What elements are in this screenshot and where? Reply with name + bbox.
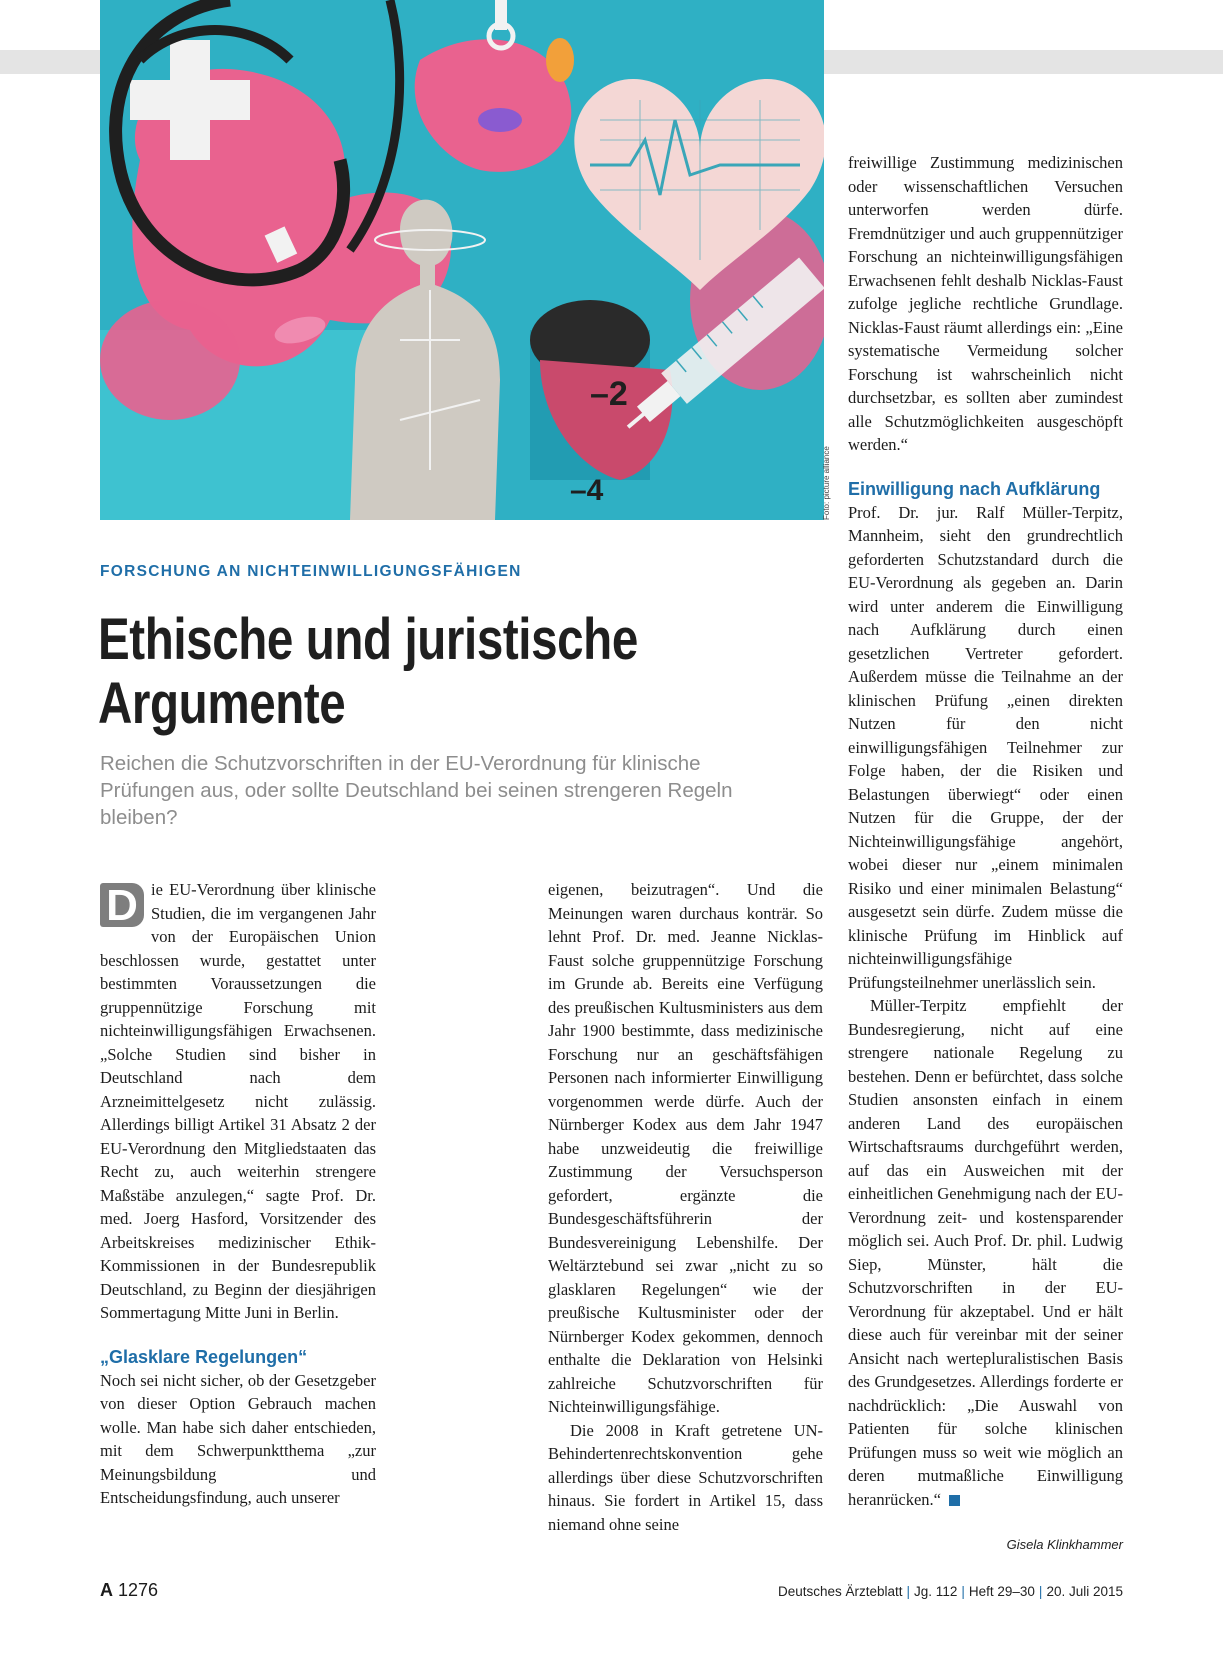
- headline-line-2: Argumente: [98, 671, 346, 736]
- text-column-3: [848, 151, 1123, 1511]
- paragraph: Noch sei nicht sicher, ob der Gesetzgeber von dieser Option Gebrauch machen wolle. Man habe sich daher entschieden, mit dem Schwerpunktthema „zur Meinungsbildung und Entscheidungsfindung, auch unserer: [100, 1370, 376, 1507]
- paragraph: Prof. Dr. jur. Ralf Müller-Terpitz, Mannheim, sieht den grundrechtlich geforderten Schutzstandard durch die EU-Verordnung als gegeben an. Darin wird unter anderem die Einwilligung nach Aufklärung durch einen gesetzlichen Vertreter gefordert. Außerdem müsse die Teilnahme an der klinischen Prüfung „einen direkten Nutzen für den nicht einwilligungsfähigen Teilnehmer zur Folge haben, der die Risiken und Belastungen überwiegt“ oder einen Nutzen für die Gruppe, der der Nichteinwilligungsfähige angehört, wobei dieser nur „einem minimalen Risiko und einer minimalen Belastung“ ausgesetzt sein dürfe. Zudem müsse die klinische Prüfung im Hinblick auf nichteinwilligungsfähige Prüfungsteilnehmer unerlässlich sein.: [848, 502, 1123, 992]
- text-column-1: [100, 878, 376, 1510]
- author-name: Gisela Klinkhammer: [1006, 1537, 1123, 1552]
- paragraph-text: Müller-Terpitz empfiehlt der Bundesregierung, nicht auf eine strengere nationale Regelung zu bestehen. Denn er befürchtet, dass solche Studien ansonsten einfach in einem anderen Land des europäischen Wirtschaftsraums durchgeführt werden, auf das ein Ausweichen mit der einheitlichen Genehmigung nach der EU-Verordnung zeit- und kostensparender möglich sei. Auch Prof. Dr. phil. Ludwig Siep, Münster, hält die Schutzvorschriften in der EU-Verordnung für akzeptabel. Und er hält diese auch für vereinbar mit der seiner Ansicht nach wertepluralistischen Basis des Grundgesetzes. Allerdings forderte er nachdrücklich: „Die Auswahl von Patienten für solche klinischen Prüfungen muss so weit wie möglich an deren mutmaßliche Einwilligung heranrücken.“: [848, 996, 1123, 1509]
- paragraph: Die 2008 in Kraft getretene UN-Behindertenrechtskonvention gehe allerdings über diese Schutzvorschriften hinaus. Sie fordert in Artikel 15, dass niemand ohne seine: [548, 1420, 823, 1534]
- photo-credit: Foto: picture alliance: [822, 446, 831, 520]
- subheading-einwilligung-nach-aufklaerung: Einwilligung nach Aufklärung: [848, 478, 1101, 499]
- svg-text:–2: –2: [590, 375, 628, 413]
- medical-collage-image: [100, 0, 824, 520]
- separator: |: [1038, 1584, 1043, 1599]
- paragraph-text: ie EU-Verordnung über klinische Studien, die im vergangenen Jahr von der Europäischen Union beschlossen wurde, gestattet unter bestimmten Voraussetzungen die gruppennützige Forschung mit nichteinwilligungsfähigen Erwachsenen. „Solche Studien sind bisher in Deutschland nach dem Arzneimittelgesetz nicht zulässig. Allerdings billigt Artikel 31 Absatz 2 der EU-Verordnung den Mitgliedstaaten das Recht zu, auch weiterhin strengere Maßstäbe anzulegen,“ sagte Prof. Dr. med. Joerg Hasford, Vorsitzender des Arbeitskreises medizinischer Ethik-Kommissionen in der Bundesrepublik Deutschland, zu Beginn der diesjährigen Sommertagung Mitte Juni in Berlin.: [100, 880, 376, 1322]
- paragraph: [100, 878, 376, 1325]
- separator: |: [961, 1584, 965, 1599]
- end-mark-icon: [949, 1495, 960, 1506]
- page-number: [100, 1580, 158, 1601]
- article-lede: Reichen die Schutzvorschriften in der EU-Verordnung für klinische Prüfungen aus, oder sollte Deutschland bei seinen strengeren Regeln bleiben?: [100, 752, 733, 829]
- publication-info: [778, 1584, 1123, 1599]
- issue-date: 20. Juli 2015: [1046, 1584, 1123, 1599]
- issue: Heft 29–30: [968, 1584, 1035, 1599]
- paragraph: freiwillige Zustimmung medizinischen oder wissenschaftlichen Versuchen unterworfen werden dürfe. Fremdnütziger und auch gruppennütziger Forschung an nichteinwilligungsfähigen Erwachsenen fehlt deshalb Nicklas-Faust zufolge jegliche rechtliche Grundlage. Nicklas-Faust räumt allerdings ein: „Eine systematische Vermeidung solcher Forschung ist wahrscheinlich nicht durchsetzbar, es sollten aber zumindest alle Schutzmöglichkeiten ausgeschöpft werden.“: [848, 153, 1123, 454]
- article-rubric: FORSCHUNG AN NICHTEINWILLIGUNGSFÄHIGEN: [100, 563, 522, 580]
- separator: |: [906, 1584, 911, 1599]
- subheading-glasklare-regelungen: „Glasklare Regelungen“: [100, 1346, 308, 1367]
- headline-line-1: Ethische und juristische: [98, 607, 638, 672]
- text-column-2: [548, 878, 823, 1536]
- paragraph: [848, 994, 1123, 1511]
- article-headline: [98, 608, 672, 736]
- article-illustration: [100, 0, 824, 520]
- page-number-value: 1276: [118, 1580, 159, 1600]
- volume: Jg. 112: [914, 1584, 958, 1599]
- drop-cap: D: [100, 883, 144, 927]
- page-letter: A: [100, 1580, 113, 1600]
- journal-name: Deutsches Ärzteblatt: [777, 1584, 903, 1599]
- paragraph: eigenen, beizutragen“. Und die Meinungen waren durchaus konträr. So lehnt Prof. Dr. med. Jeanne Nicklas-Faust solche gruppennützige Forschung im Grunde ab. Bereits eine Verfügung des preußischen Kultusministers aus dem Jahr 1900 bestimmte, dass medizinische Forschung nur an geschäftsfähigen Personen nach informierter Einwilligung vorgenommen werde dürfe. Auch der Nürnberger Kodex aus dem Jahr 1947 habe unzweideutig die freiwillige Zustimmung der Versuchsperson gefordert, ergänzte die Bundesgeschäftsführerin der Bundesvereinigung Lebenshilfe. Der Weltärztebund sei zwar „nicht zu so glasklaren Regelungen“ wie der preußische Kultusminister oder der Nürnberger Kodex gekommen, dennoch enthalte die Deklaration von Helsinki zahlreiche Schutzvorschriften für Nichteinwilligungsfähige.: [548, 880, 823, 1416]
- svg-text:–4: –4: [570, 474, 604, 507]
